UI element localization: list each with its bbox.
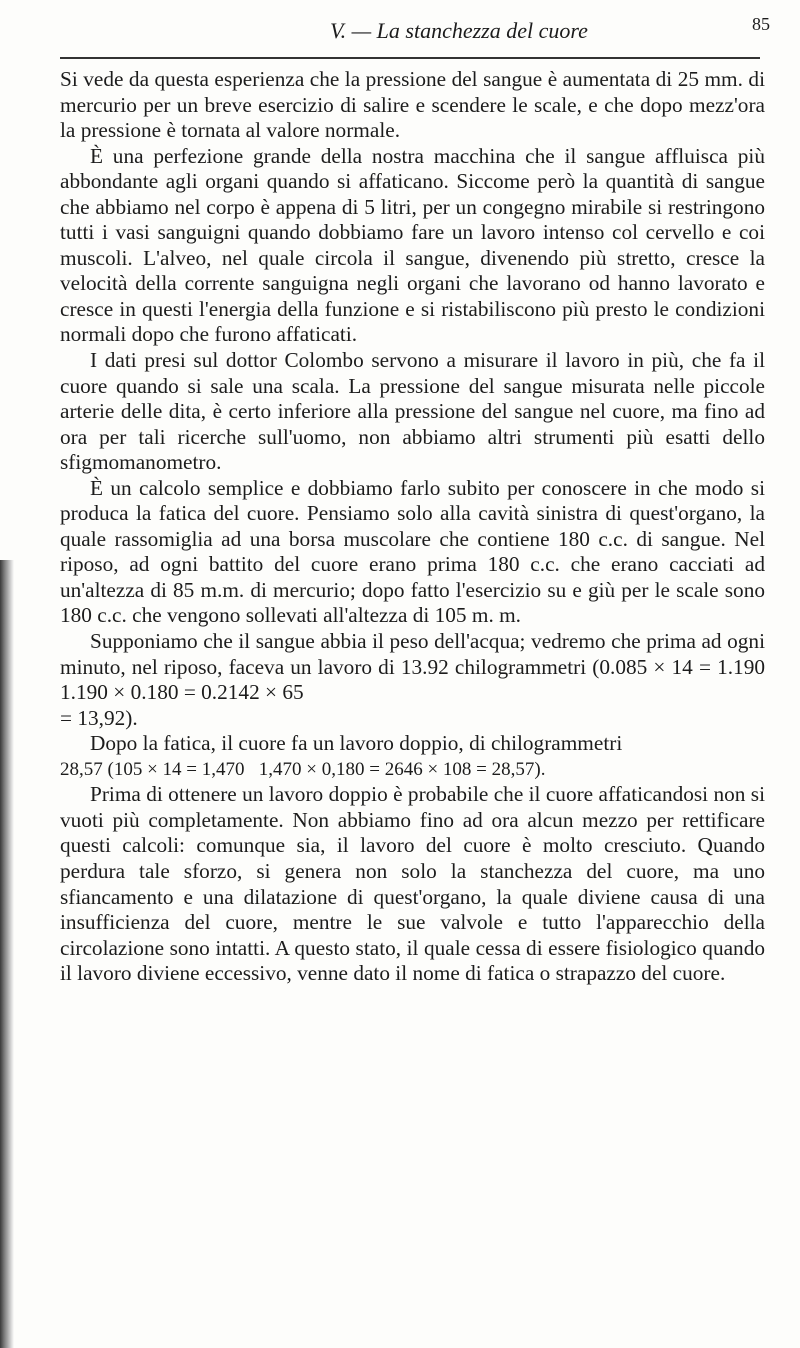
paragraph: È un calcolo semplice e dobbiamo farlo subito per conoscere in che modo si produca la fatica del cuore. Pensiamo solo alla cavità sinistra di quest'organo, la quale rassomiglia ad una borsa muscolare che contiene 180 c.c. di sangue. Nel riposo, ad ogni battito del cuore erano prima 180 c.c. che erano cacciati ad un'altezza di 85 m.m. di mercurio; dopo fatto l'esercizio su e giù per le scale sono 180 c.c. che vengono sollevati all'altezza di 105 m. m. <box>60 475 765 628</box>
paragraph: Dopo la fatica, il cuore fa un lavoro doppio, di chilogrammetri <box>90 731 623 756</box>
paragraph: I dati presi sul dottor Colombo servono a misurare il lavoro in più, che fa il cuore quando si sale una scala. La pressione del sangue misurata nelle piccole arterie delle dita, è certo inferiore alla pressione del sangue nel cuore, ma fino ad ora per tali ricerche sull'uomo, non abbiamo altri strumenti più esatti dello sfigmomanometro. <box>60 348 765 475</box>
paragraph: È una perfezione grande della nostra macchina che il sangue affluisca più abbondante agli organi quando si affaticano. Siccome però la quantità di sangue che abbiamo nel corpo è appena di 5 litri, per un congegno mirabile si restringono tutti i vasi sanguigni quando dobbiamo fare un lavoro intenso col cervello e coi muscoli. L'alveo, nel quale circola il sangue, divenendo più stretto, cresce la velocità della corrente sanguigna negli organi che lavorano od hanno lavorato e cresce in questi l'energia della funzione e si ristabiliscono più presto le condizioni normali dopo che furono affaticati. <box>60 143 765 347</box>
header-rule <box>60 57 760 59</box>
page-number: 85 <box>752 14 770 34</box>
formula-line: 28,57 (105 × 14 = 1,470 1,470 × 0,180 = 2646 × 108 = 28,57). <box>60 758 546 780</box>
paragraph: Prima di ottenere un lavoro doppio è probabile che il cuore affaticandosi non si vuoti più completamente. Non abbiamo fino ad ora alcun mezzo per rettificare questi calcoli: comunque sia, il lavoro del cuore è molto cresciuto. Quando perdura tale sforzo, si genera non solo la stanchezza del cuore, ma uno sfiancamento e una dilatazione di quest'organo, la quale diviene causa di una insufficienza del cuore, mentre le sue valvole e tutto l'apparecchio della circolazione sono intatti. A questo stato, il quale cessa di essere fisiologico quando il lavoro diviene eccessivo, venne dato il nome di fatica o strapazzo del cuore. <box>60 782 765 986</box>
page-binding-shadow <box>0 560 14 1348</box>
body-text <box>60 67 765 987</box>
formula-line: = 13,92). <box>60 705 138 730</box>
running-header <box>330 14 770 44</box>
paragraph: Si vede da questa esperienza che la pressione del sangue è aumentata di 25 mm. di mercurio per un breve esercizio di salire e scendere le scale, e che dopo mezz'ora la pressione è tornata al valore normale. <box>60 67 765 143</box>
paragraph: Supponiamo che il sangue abbia il peso dell'acqua; vedremo che prima ad ogni minuto, nel riposo, faceva un lavoro di 13.92 chilogrammetri (0.085 × 14 = 1.190 1.190 × 0.180 = 0.2142 × 65 <box>60 629 765 705</box>
running-title: V. — La stanchezza del cuore <box>330 18 588 43</box>
